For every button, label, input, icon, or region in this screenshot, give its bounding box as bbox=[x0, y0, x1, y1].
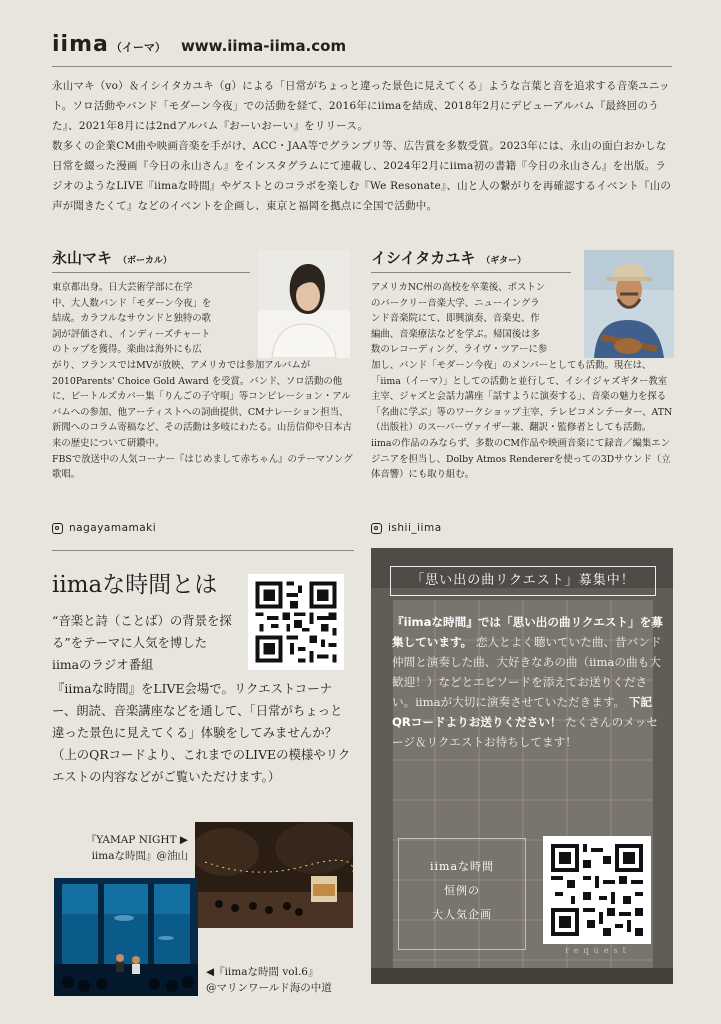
qr-code-request[interactable] bbox=[543, 836, 651, 944]
member-bio-rest-maki bbox=[52, 358, 354, 483]
request-text: たくさんのメッセージ＆リクエストお待ちしてます！ bbox=[392, 715, 658, 749]
member-bio-top-maki bbox=[52, 280, 252, 358]
instagram-handle: ishii_iima bbox=[388, 522, 442, 534]
instagram-handle: nagayamamaki bbox=[69, 522, 157, 534]
bio-line: アメリカNC州の高校を卒業後、ボストン bbox=[371, 282, 546, 293]
bio-line: 結成。カラフルなサウンドと独特の歌 bbox=[52, 313, 212, 325]
request-tagline-box bbox=[398, 838, 526, 950]
photo-marine-world bbox=[54, 878, 198, 996]
bio-line: 中、大人数バンド「モダーン今夜」を bbox=[52, 297, 212, 309]
instagram-link-maki[interactable] bbox=[52, 522, 156, 534]
bio-line: のバークリー音楽大学、ニューイングラ bbox=[371, 297, 540, 309]
tagline-line: iimaな時間 bbox=[429, 860, 495, 873]
caption-marine-world bbox=[206, 964, 356, 996]
page-header bbox=[52, 32, 672, 67]
instagram-icon bbox=[371, 523, 382, 534]
bio-line: 東京都出身。日大芸術学部に在学 bbox=[52, 282, 193, 293]
instagram-icon bbox=[52, 523, 63, 534]
photo-yamap-night bbox=[195, 822, 353, 928]
bio-line: ンド音楽院にて、即興演奏、音楽史、作 bbox=[371, 313, 540, 325]
brand-name: iima bbox=[52, 32, 109, 57]
member-photo-maki bbox=[258, 250, 350, 358]
request-title: 「思い出の曲リクエスト」募集中！ bbox=[390, 566, 656, 596]
member-photo-ishii bbox=[584, 250, 674, 358]
bio-line: のトップを獲得。楽曲は海外にも広 bbox=[52, 344, 202, 356]
member-ishii-heading bbox=[371, 247, 526, 268]
divider bbox=[52, 272, 250, 273]
jikan-description-top bbox=[52, 610, 238, 676]
section-divider bbox=[52, 550, 354, 551]
tagline-line: 恒例の bbox=[444, 884, 480, 897]
intro-paragraph-2: 数多くの企業CM曲や映画音楽を手がけ、ACC・JAA等でグランプリ等、広告賞を多数受賞。2023年には、永山の面白おかしな日常を綴った漫画『今日の永山さん』をインスタグラムにて連載し、2024年2月にiima初の書籍『今日の永山さん』を出版。ラジオのようなLIVE『iimaな時間』やゲストとのコラボを楽しむ『We Resonate』、山と人の繋がりを再確認するイベント『山の声が聞きたくて』などのイベントを企画し、東京と福岡を拠点に全国で活動中。 bbox=[52, 140, 672, 212]
member-bio-rest-ishii bbox=[371, 358, 673, 483]
intro-section bbox=[52, 76, 672, 216]
member-maki-heading bbox=[52, 247, 172, 268]
member-role: （ギター） bbox=[481, 256, 527, 266]
jikan-description-bottom bbox=[52, 678, 352, 788]
bio-paragraph: がり、フランスではMVが放映、アメリカでは参加アルバムが2010Parents' Choice Gold Award を受賞。バンド、ソロ活動の他に、ビートルズカバー集「りんごの子守唄」等コンピレーション・アルバムへの参加、他アーティストへの詞曲提供、CMナレーション担当、新聞へのコラム寄稿など、その活動は多岐にわたる。山岳信仰や日本古来の歴史について研鑽中。 bbox=[52, 360, 352, 449]
divider bbox=[371, 272, 571, 273]
instagram-link-ishii[interactable] bbox=[371, 522, 442, 534]
request-callout: 下記QRコードよりお送りください！ bbox=[392, 695, 652, 729]
member-name: イシイタカユキ bbox=[371, 249, 476, 267]
qr-code-live[interactable] bbox=[248, 574, 344, 670]
member-bio-top-ishii bbox=[371, 280, 581, 358]
intro-paragraph-1: 永山マキ（vo）＆イシイタカユキ（g）による「日常がちょっと違った景色に見えてくる」ような言葉と音を追求する音楽ユニット。ソロ活動やバンド「モダーン今夜」での活動を経て、2016年にiimaを結成、2018年2月にデビューアルバム『最終回のうた』、2021年8月には2ndアルバム『おーいおーい』をリリース。 bbox=[52, 80, 670, 132]
jikan-text-bottom: 『iimaな時間』をLIVE会場で。リクエストコーナー、朗読、音楽講座などを通して、「日常がちょっと違った景色に見えてくる」体験をしてみませんか？（上のQRコードより、これまでのLIVEの模様やリクエストの内容などがご覧いただけます。） bbox=[52, 681, 351, 784]
brand-reading: （イーマ） bbox=[110, 41, 166, 54]
member-name: 永山マキ bbox=[52, 249, 113, 267]
jikan-title: iimaな時間とは bbox=[52, 572, 218, 598]
bio-paragraph: iimaの作品のみならず、多数のCM作品や映画音楽にて録音／編集エンジニアを担当し、Dolby Atmos Rendererを使っての3Dサウンド（立体音響）にも取り組む。 bbox=[371, 437, 671, 481]
bio-paragraph: 加し、バンド「モダーン今夜」のメンバーとしても活動。現在は、「iima（イーマ）」としての活動と並行して、イシイジャズギター教室主宰、ジャズと会話力講座「話すように演奏する」、音楽の魅力を探る「名曲に学ぶ」等のワークショップ主宰、テレビコメンテーター、ATN（出版社）のスーパーヴァイザー兼、翻訳・監修者としても活動。 bbox=[371, 360, 673, 434]
bio-line: 詞が評価され、インディーズチャート bbox=[52, 328, 211, 340]
tagline-line: 大人気企画 bbox=[432, 908, 492, 921]
caption-line: 『YAMAP NIGHT ▶ bbox=[85, 834, 188, 846]
caption-yamap bbox=[58, 832, 188, 864]
caption-line: @マリンワールド海の中道 bbox=[206, 982, 332, 994]
request-watermark: request bbox=[565, 946, 631, 955]
bio-paragraph: FBSで放送中の人気コーナー『はじめまして赤ちゃん』のテーマソング歌唱。 bbox=[52, 453, 353, 481]
request-text: 恋人とよく聴いていた曲、昔バンド仲間と演奏した曲、大好きなあの曲（iimaの曲も大歓迎！）などとエピソードを添えてお送りください。iimaが大切に演奏させていただきます。 bbox=[392, 635, 662, 709]
request-body bbox=[392, 612, 664, 752]
jikan-text-top: “音楽と詩（ことば）の背景を探る”をテーマに人気を博した iimaのラジオ番組 bbox=[52, 613, 232, 672]
bio-line: 数のレコーディング、ライヴ・ツアーに参 bbox=[371, 344, 548, 356]
member-role: （ボーカル） bbox=[118, 256, 172, 266]
request-lead: 『iimaな時間』では「思い出の曲リクエスト」を募集しています。 bbox=[392, 615, 663, 649]
caption-line: ◀『iimaな時間 vol.6』 bbox=[206, 966, 319, 978]
caption-line: iimaな時間』@油山 bbox=[91, 850, 188, 862]
bio-line: 編曲、音楽療法などを学ぶ。帰国後は多 bbox=[371, 328, 540, 340]
website-url[interactable]: www.iima-iima.com bbox=[180, 37, 347, 55]
